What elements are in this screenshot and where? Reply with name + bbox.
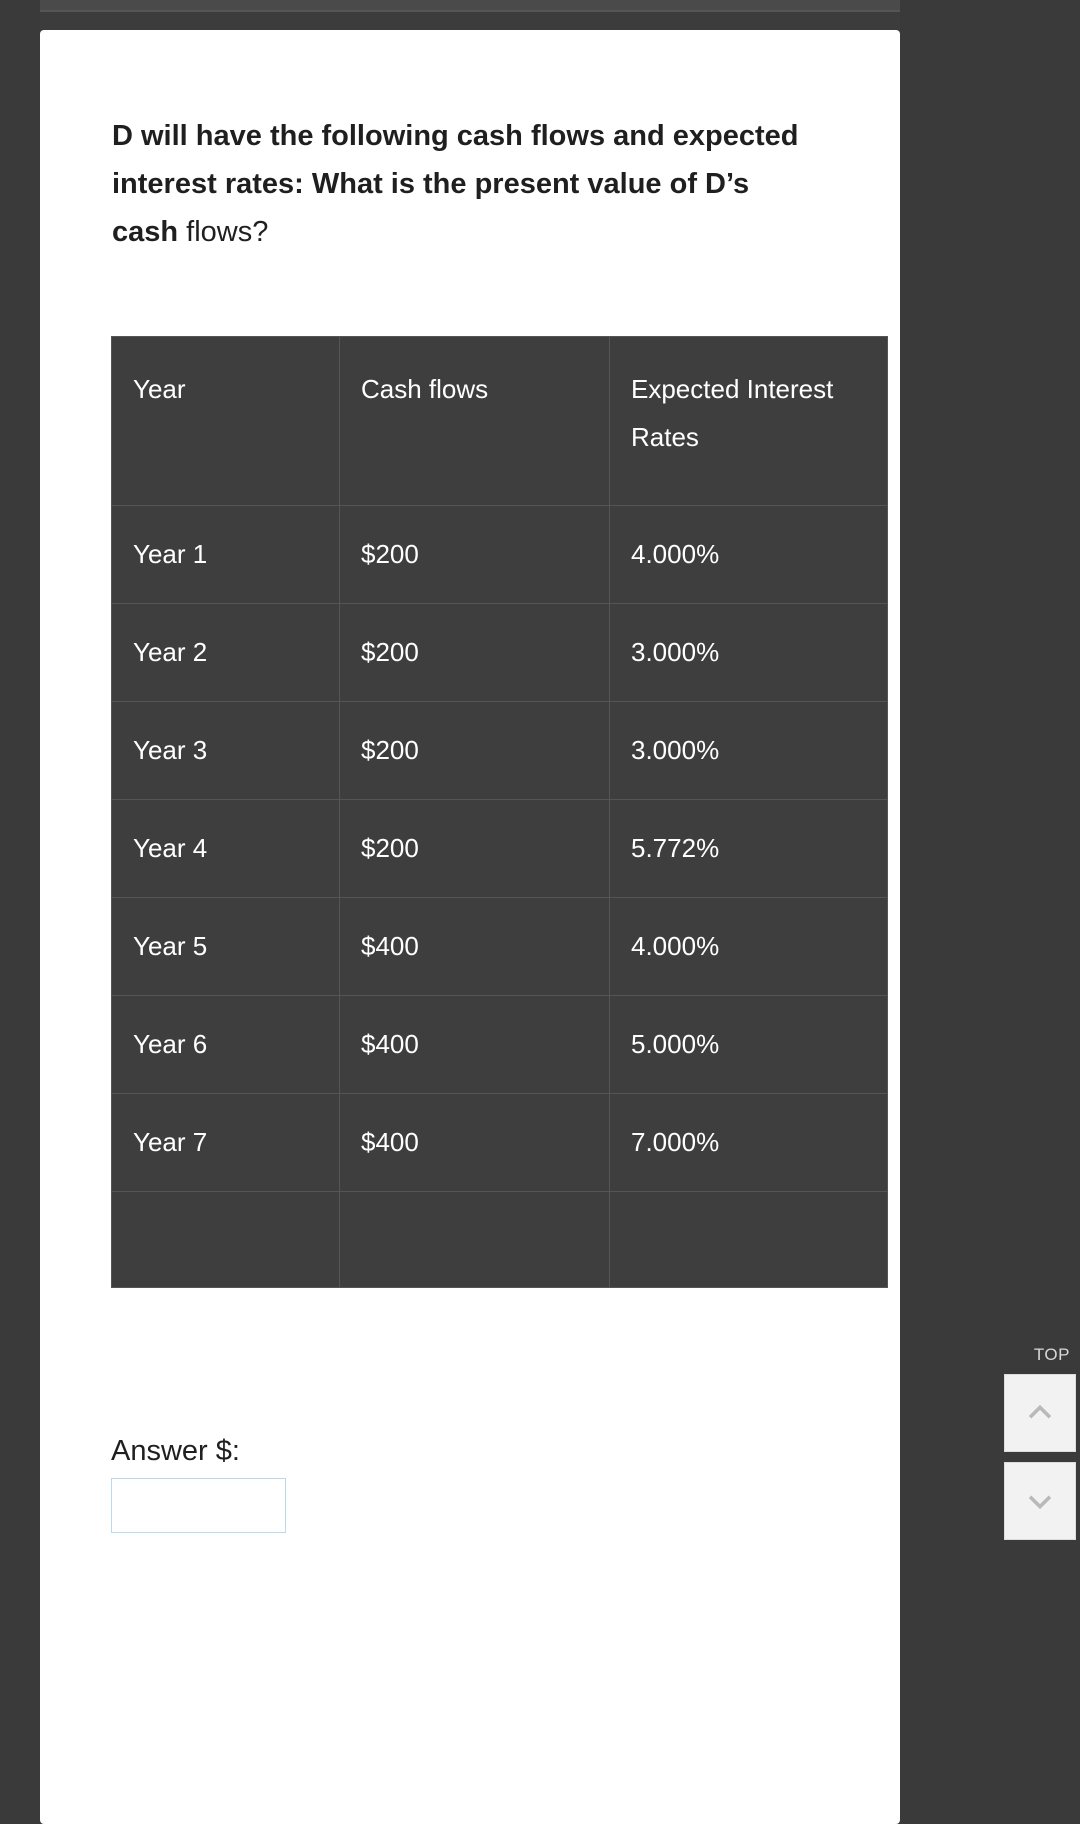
answer-label: Answer $:: [111, 1435, 240, 1467]
table-header-row: [112, 337, 888, 506]
table-header-expected-interest-rates: Expected Interest Rates: [610, 337, 888, 506]
chevron-down-icon: [1023, 1484, 1057, 1518]
cell-cash-flow: $200: [340, 506, 610, 604]
cell-cash-flow: [340, 1192, 610, 1288]
cell-cash-flow: $200: [340, 702, 610, 800]
table-row: [112, 996, 888, 1094]
cell-cash-flow: $400: [340, 1094, 610, 1192]
cell-cash-flow: $400: [340, 996, 610, 1094]
cell-year: Year 1: [112, 506, 340, 604]
question-light: flows?: [178, 216, 269, 248]
window-right-frame: [900, 0, 1080, 1824]
table-row: [112, 1094, 888, 1192]
cell-year: Year 6: [112, 996, 340, 1094]
table-row: [112, 702, 888, 800]
cell-year: Year 7: [112, 1094, 340, 1192]
question-bold: D will have the following cash flows and expected interest rates: What is the present value of D’s cash: [112, 120, 799, 248]
cell-rate: 7.000%: [610, 1094, 888, 1192]
cell-rate: 5.000%: [610, 996, 888, 1094]
table-row: [112, 898, 888, 996]
scroll-top-label: TOP: [1033, 1345, 1070, 1364]
cell-rate: 4.000%: [610, 506, 888, 604]
window-top-band: [40, 0, 1045, 12]
table-row: [112, 604, 888, 702]
table-row-empty: [112, 1192, 888, 1288]
table-row: [112, 506, 888, 604]
table-body: [112, 506, 888, 1288]
cell-rate: 4.000%: [610, 898, 888, 996]
cell-cash-flow: $400: [340, 898, 610, 996]
content-card: [40, 30, 900, 1824]
answer-input[interactable]: [111, 1478, 286, 1533]
chevron-up-icon: [1023, 1396, 1057, 1430]
scroll-down-button[interactable]: [1004, 1462, 1076, 1540]
table-row: [112, 800, 888, 898]
window-left-frame: [0, 0, 40, 1824]
cell-cash-flow: $200: [340, 604, 610, 702]
table-head: [112, 337, 888, 506]
cell-year: [112, 1192, 340, 1288]
scroll-up-button[interactable]: [1004, 1374, 1076, 1452]
cell-rate: 3.000%: [610, 604, 888, 702]
table-header-cash-flows: Cash flows: [340, 337, 610, 506]
cell-year: Year 4: [112, 800, 340, 898]
question-text: [112, 112, 812, 256]
cell-rate: 5.772%: [610, 800, 888, 898]
cell-year: Year 5: [112, 898, 340, 996]
cell-rate: [610, 1192, 888, 1288]
cell-year: Year 2: [112, 604, 340, 702]
cash-flow-table: [111, 336, 888, 1288]
table-header-year: Year: [112, 337, 340, 506]
cell-rate: 3.000%: [610, 702, 888, 800]
cell-year: Year 3: [112, 702, 340, 800]
cell-cash-flow: $200: [340, 800, 610, 898]
